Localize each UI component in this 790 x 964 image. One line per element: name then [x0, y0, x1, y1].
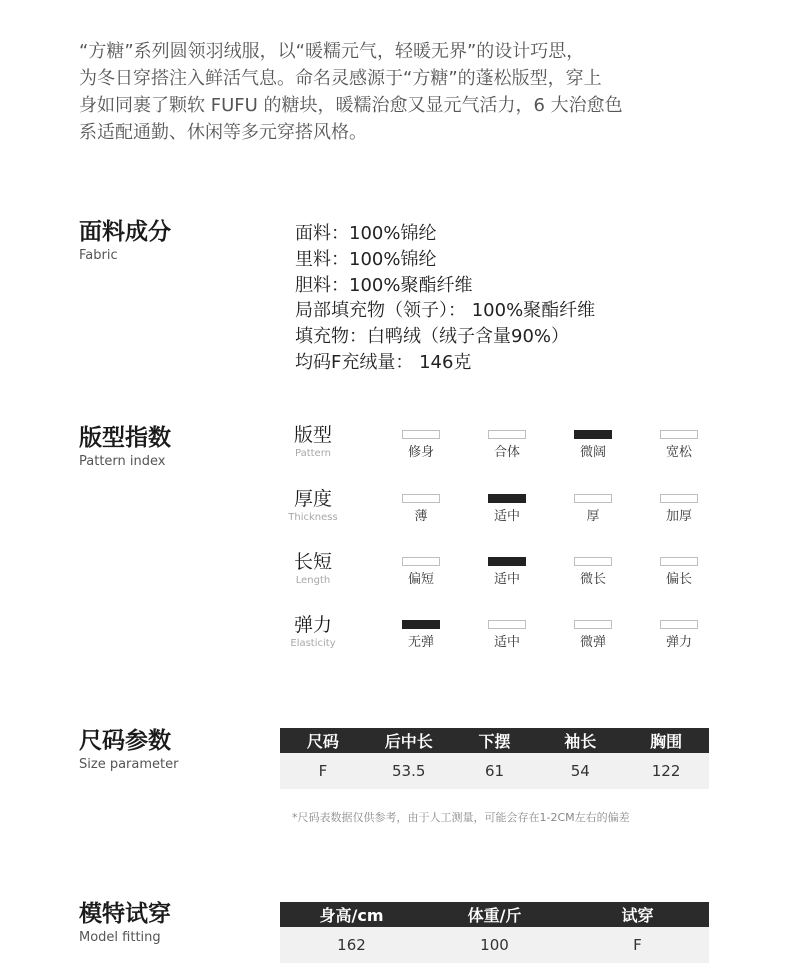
- option-bar: [402, 494, 440, 503]
- intro-line: 系适配通勤、休闲等多元穿搭风格。: [79, 122, 367, 143]
- pattern-row-thickness: [280, 488, 720, 538]
- pattern-row-label-en: Pattern: [295, 448, 331, 459]
- fabric-line: 填充物：白鸭绒（绒子含量90%）: [295, 326, 570, 348]
- intro-paragraph: [79, 38, 719, 146]
- option-bar: [660, 620, 698, 629]
- pattern-row-label-zh: 弹力: [293, 614, 332, 636]
- fabric-list: [295, 221, 595, 376]
- pattern-row-label-zh: 厚度: [293, 488, 332, 510]
- option-bar: [488, 430, 526, 439]
- fabric-section-title: [79, 218, 171, 264]
- option-label: 偏短: [407, 572, 434, 587]
- pattern-option: [391, 494, 451, 525]
- option-bar: [574, 494, 612, 503]
- option-label: 厚: [586, 509, 600, 524]
- pattern-title-en: Pattern index: [79, 454, 166, 469]
- option-label: 适中: [493, 509, 520, 524]
- option-bar: [488, 494, 526, 503]
- option-label: 适中: [493, 635, 520, 650]
- size-cell: F: [280, 753, 366, 789]
- model-title-zh: 模特试穿: [79, 901, 171, 927]
- option-label: 修身: [407, 445, 434, 460]
- model-header-cell: 身高/cm: [280, 902, 423, 927]
- pattern-option: [477, 620, 537, 651]
- size-cell: 53.5: [366, 753, 452, 789]
- size-table-header: [280, 728, 709, 753]
- option-label: 无弹: [407, 635, 434, 650]
- pattern-option: [477, 557, 537, 588]
- intro-line: “方糖”系列圆领羽绒服，以“暖糯元气，轻暖无界”的设计巧思，: [79, 41, 585, 62]
- table-row: [280, 927, 709, 963]
- pattern-row-label-en: Length: [295, 575, 331, 586]
- pattern-option: [563, 430, 623, 461]
- option-label: 宽松: [665, 445, 692, 460]
- model-table: [280, 902, 709, 963]
- size-header-cell: 下摆: [452, 728, 538, 753]
- option-bar: [402, 430, 440, 439]
- pattern-option: [477, 494, 537, 525]
- size-note: *尺码表数据仅供参考，由于人工测量，可能会存在1-2CM左右的偏差: [292, 811, 630, 824]
- option-bar: [488, 557, 526, 566]
- option-bar: [660, 494, 698, 503]
- pattern-row-fit: [280, 424, 720, 474]
- pattern-option: [563, 557, 623, 588]
- size-header-cell: 袖长: [537, 728, 623, 753]
- pattern-option: [477, 430, 537, 461]
- option-label: 微弹: [579, 635, 606, 650]
- model-table-header: [280, 902, 709, 927]
- pattern-section-title: [79, 424, 171, 470]
- pattern-row-label: [280, 424, 346, 460]
- size-cell: 54: [537, 753, 623, 789]
- option-label: 微长: [579, 572, 606, 587]
- option-bar: [402, 620, 440, 629]
- option-bar: [660, 430, 698, 439]
- option-bar: [574, 620, 612, 629]
- size-header-cell: 后中长: [366, 728, 452, 753]
- model-cell: 100: [423, 927, 566, 963]
- option-label: 偏长: [665, 572, 692, 587]
- intro-line: 为冬日穿搭注入鲜活气息。命名灵感源于“方糖”的蓬松版型，穿上: [79, 68, 602, 89]
- model-header-cell: 体重/斤: [423, 902, 566, 927]
- pattern-option: [391, 620, 451, 651]
- fabric-line: 胆料：100%聚酯纤维: [295, 274, 473, 296]
- option-label: 适中: [493, 572, 520, 587]
- intro-line: 身如同裹了颗软 FUFU 的糖块，暖糯治愈又显元气活力，6 大治愈色: [79, 95, 623, 116]
- size-header-cell: 胸围: [623, 728, 709, 753]
- pattern-row-length: [280, 551, 720, 601]
- pattern-option: [649, 557, 709, 588]
- size-title-en: Size parameter: [79, 757, 179, 772]
- pattern-option: [649, 494, 709, 525]
- size-title-zh: 尺码参数: [79, 728, 171, 754]
- option-label: 薄: [414, 509, 428, 524]
- pattern-option: [391, 557, 451, 588]
- pattern-row-label: [280, 551, 346, 587]
- model-cell: 162: [280, 927, 423, 963]
- fabric-line: 里料：100%锦纶: [295, 248, 437, 270]
- model-title-en: Model fitting: [79, 930, 161, 945]
- fabric-line: 局部填充物（领子）： 100%聚酯纤维: [295, 300, 596, 322]
- pattern-row-label-zh: 长短: [293, 551, 332, 573]
- pattern-row-label: [280, 614, 346, 650]
- fabric-line: 均码F充绒量： 146克: [295, 351, 472, 373]
- option-bar: [574, 557, 612, 566]
- pattern-option: [563, 494, 623, 525]
- option-bar: [660, 557, 698, 566]
- option-bar: [574, 430, 612, 439]
- table-row: [280, 753, 709, 789]
- size-cell: 122: [623, 753, 709, 789]
- option-label: 微阔: [579, 445, 606, 460]
- pattern-option: [391, 430, 451, 461]
- fabric-line: 面料：100%锦纶: [295, 223, 437, 244]
- fabric-title-en: Fabric: [79, 248, 118, 263]
- pattern-row-label-en: Thickness: [288, 512, 338, 523]
- option-label: 合体: [493, 445, 520, 460]
- pattern-row-label-zh: 版型: [293, 424, 332, 446]
- size-cell: 61: [452, 753, 538, 789]
- option-bar: [402, 557, 440, 566]
- size-header-cell: 尺码: [280, 728, 366, 753]
- pattern-row-label-en: Elasticity: [290, 638, 336, 649]
- model-cell: F: [566, 927, 709, 963]
- fabric-title-zh: 面料成分: [79, 219, 171, 245]
- pattern-option: [649, 620, 709, 651]
- option-bar: [488, 620, 526, 629]
- model-header-cell: 试穿: [566, 902, 709, 927]
- pattern-row-elasticity: [280, 614, 720, 664]
- pattern-title-zh: 版型指数: [79, 425, 171, 451]
- size-table: [280, 728, 709, 789]
- model-section-title: [79, 900, 171, 946]
- size-section-title: [79, 727, 178, 773]
- option-label: 加厚: [665, 509, 692, 524]
- pattern-option: [563, 620, 623, 651]
- pattern-row-label: [280, 488, 346, 524]
- option-label: 弹力: [665, 635, 692, 650]
- pattern-option: [649, 430, 709, 461]
